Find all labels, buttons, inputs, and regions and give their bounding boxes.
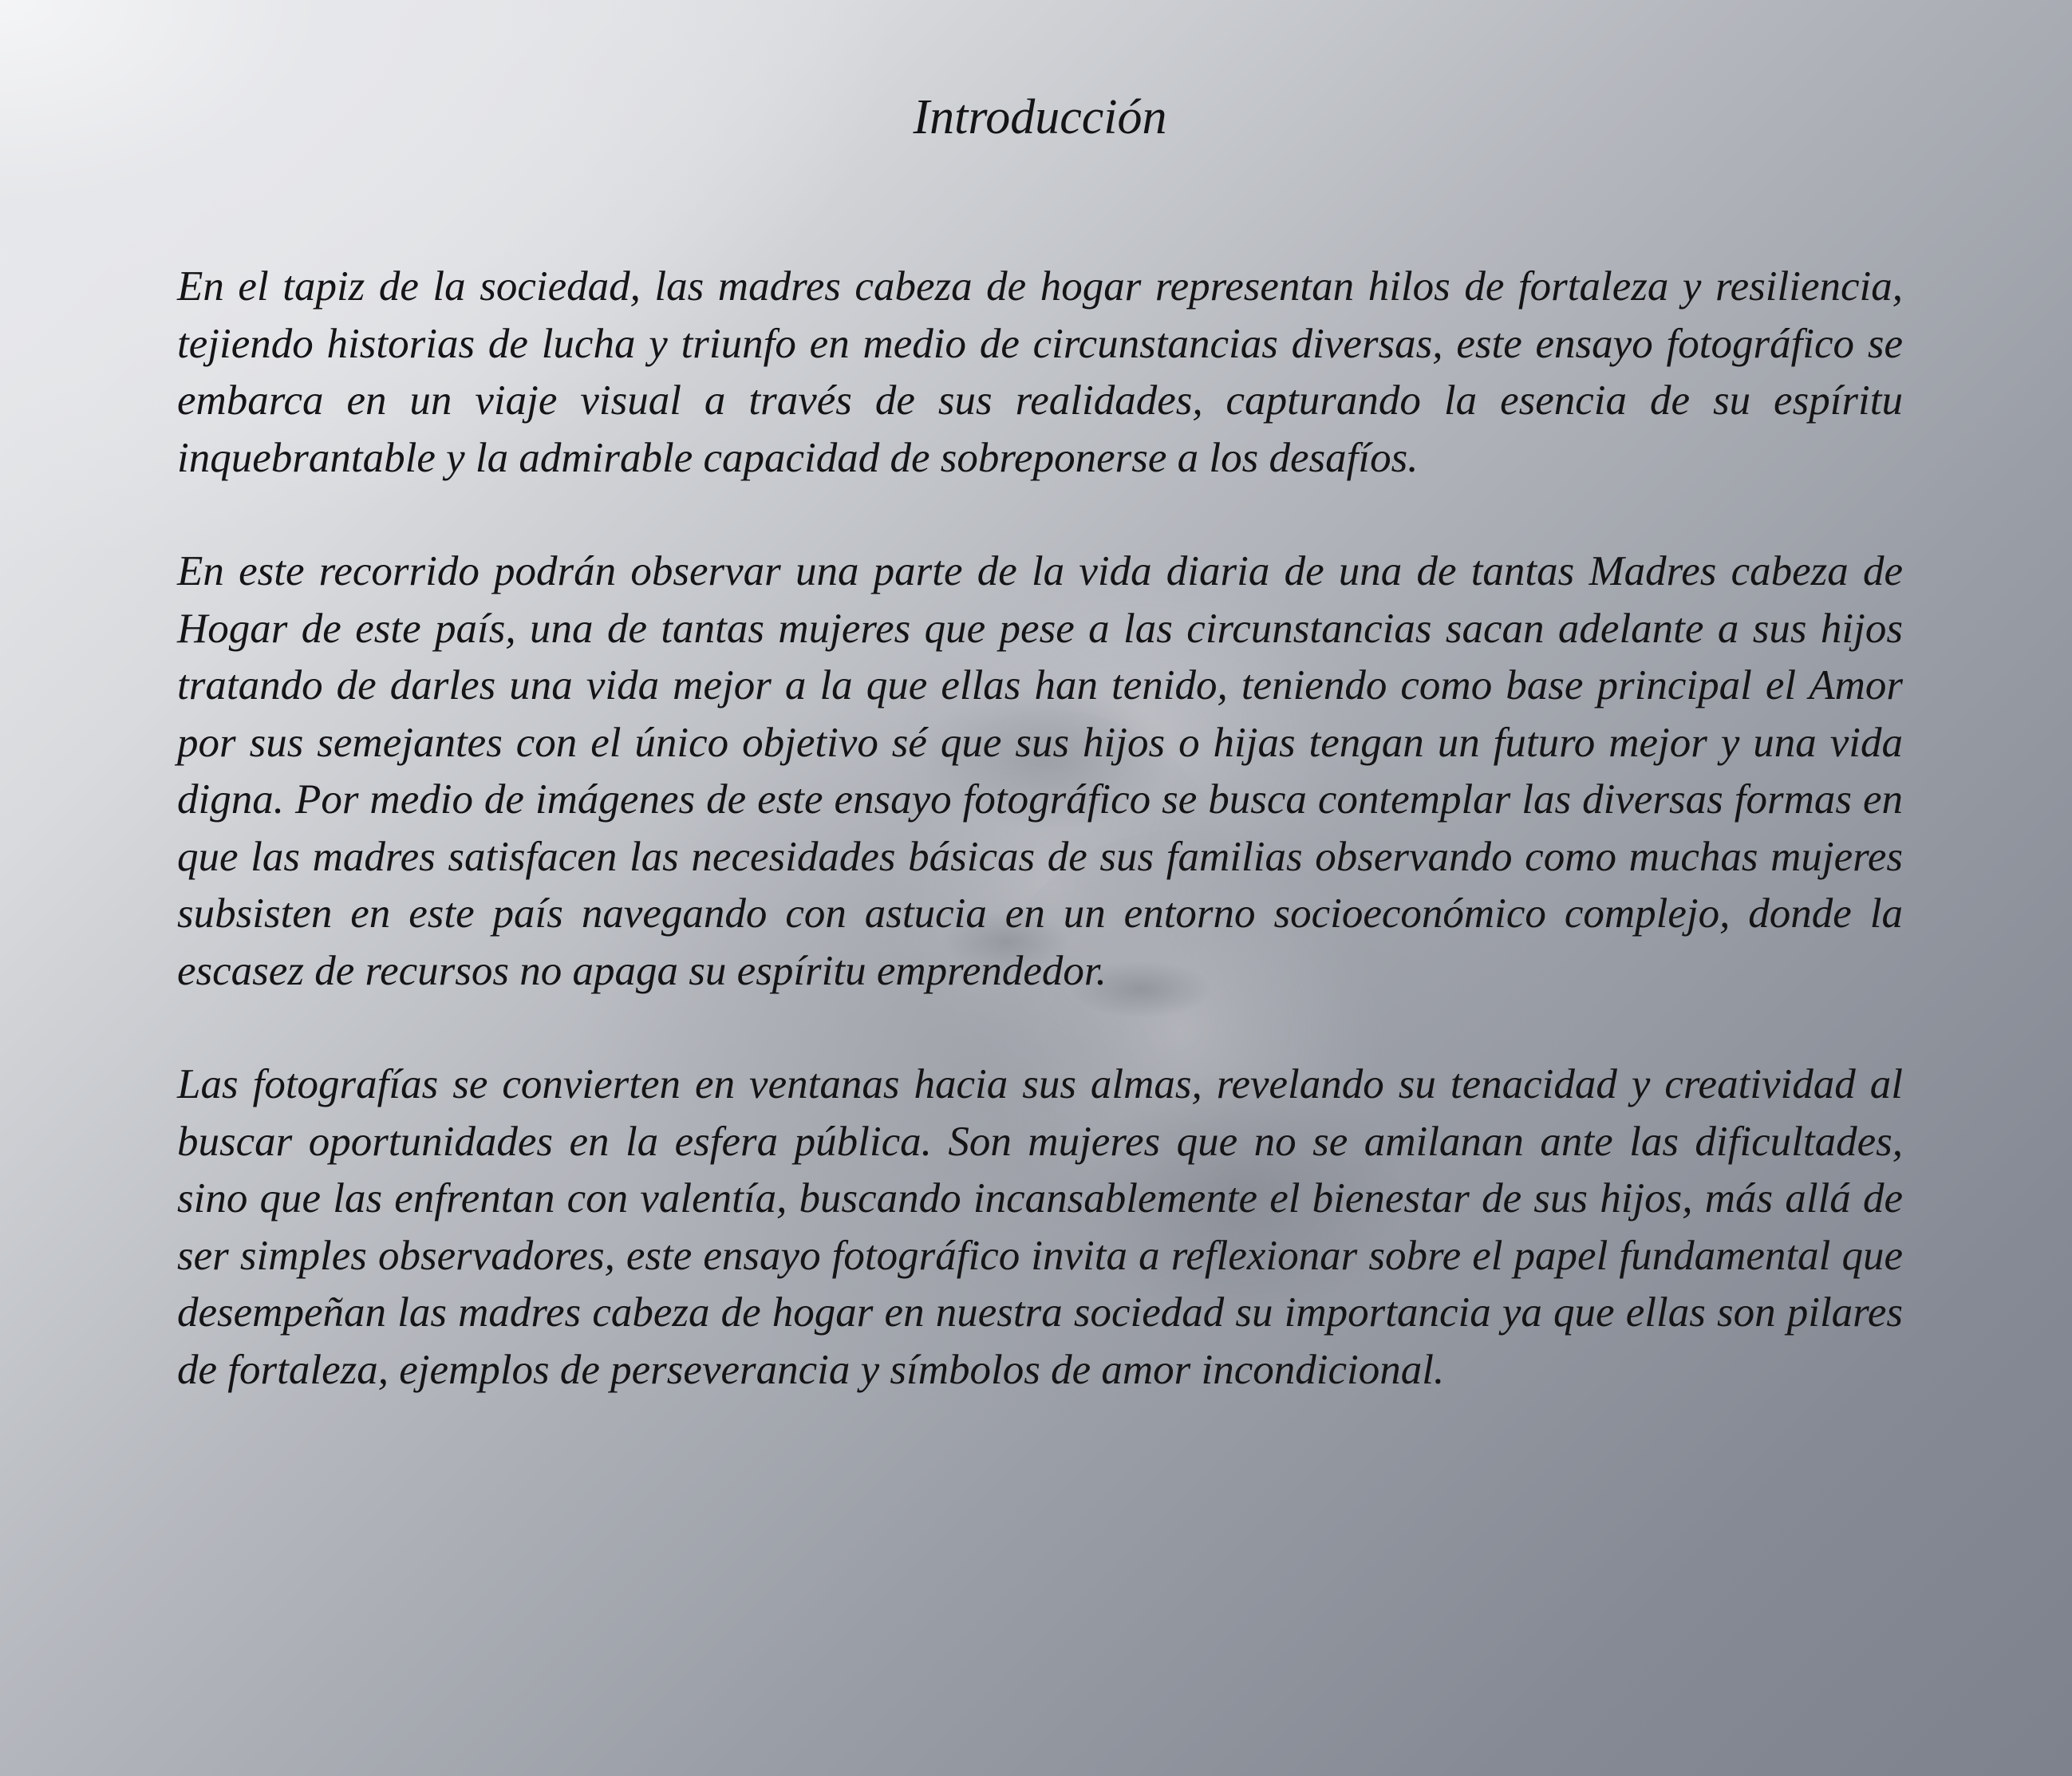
paragraph-2: En este recorrido podrán observar una parte de la vida diaria de una de tantas Madres cabeza de Hogar de este país, una de tantas mujeres que pese a las circunstancias sacan adelante a sus hijos tratando de darles una vida mejor a la que ellas han tenido, teniendo como base principal el Amor por sus semejantes con el único objetivo sé que sus hijos o hijas tengan un futuro mejor y una vida digna. Por medio de imágenes de este ensayo fotográfico se busca contemplar las diversas formas en que las madres satisfacen las necesidades básicas de sus familias observando como muchas mujeres subsisten en este país navegando con astucia en un entorno socioeconómico complejo, donde la escasez de recursos no apaga su espíritu emprendedor. [177, 548, 1903, 994]
paragraph-3: Las fotografías se convierten en ventanas hacia sus almas, revelando su tenacidad y creatividad al buscar oportunidades en la esfera pública. Son mujeres que no se amilanan ante las dificultades, sino que las enfrentan con valentía, buscando incansablemente el bienestar de sus hijos, más allá de ser simples observadores, este ensayo fotográfico invita a reflexionar sobre el papel fundamental que desempeñan las madres cabeza de hogar en nuestra sociedad su importancia ya que ellas son pilares de fortaleza, ejemplos de perseverancia y símbolos de amor incondicional. [177, 1061, 1903, 1393]
page-title: Introducción [913, 90, 1167, 144]
paragraph-1: En el tapiz de la sociedad, las madres cabeza de hogar representan hilos de fortaleza y resiliencia, tejiendo historias de lucha y triunfo en medio de circunstancias diversas, este ensayo fotográfico se embarca en un viaje visual a través de sus realidades, capturando la esencia de su espíritu inquebrantable y la admirable capacidad de sobreponerse a los desafíos. [177, 263, 1903, 481]
document-body [177, 88, 1903, 1455]
